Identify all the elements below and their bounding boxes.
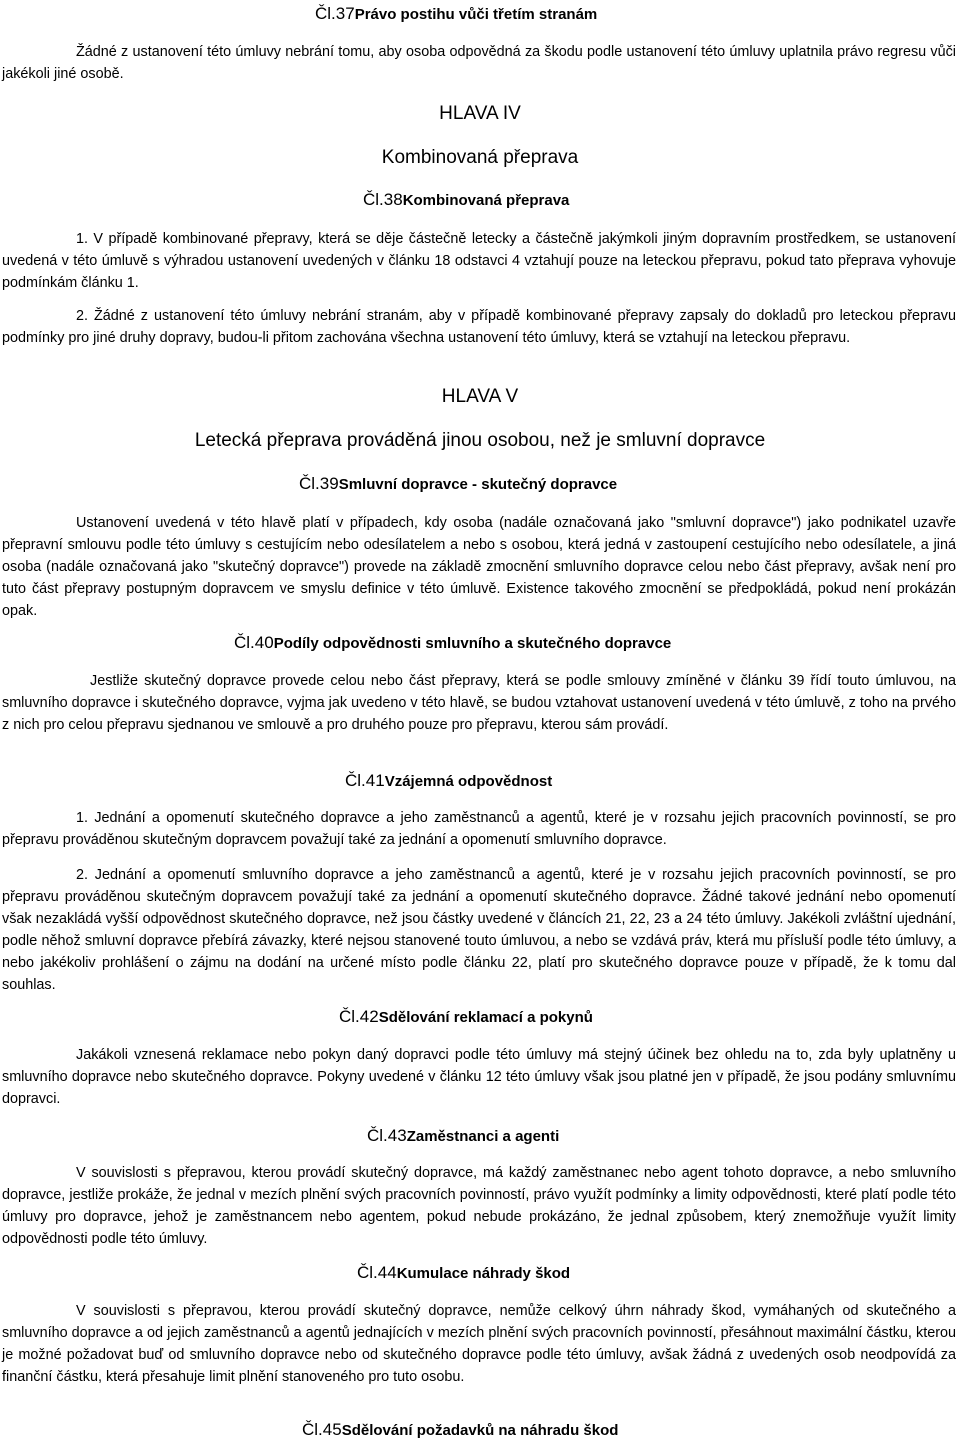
article-43-text: V souvislosti s přepravou, kterou provádí skutečný dopravce, má každý zaměstnanec nebo agent tohoto dopravce, a nebo smluvního dopravce, jestliže prokáže, že jednal v mezích plnění svých pracovních povinností, právo využít podmínky a limity odpovědnosti, které platí podle této úmluvy pro dopravce, jehož je zaměstnancem nebo agentem, pokud nebude prokázáno, že jednal způsobem, který znemožňuje využít limity odpovědnosti podle této úmluvy. [2,1165,956,1247]
article-title: Kombinovaná přeprava [402,192,570,209]
article-number: Čl.38 [363,190,403,209]
article-41-paragraph-1: 1. Jednání a opomenutí skutečného dopravce a jeho zaměstnanců a agentů, které je v rozsahu jejich pracovních povinností, se pro přepravu prováděnou skutečným dopravcem považují také za jednání a opomenutí smluvního dopravce. [2,810,956,848]
article-41-paragraph-2: 2. Jednání a opomenutí smluvního dopravce a jeho zaměstnanců a agentů, které je v rozsahu jejich pracovních povinností, se pro přepravu prováděnou skutečným dopravcem považují také za jednání a opomenutí skutečného dopravce. Žádné takové jednání nebo opomenutí však nezakládá vyšší odpovědnost skutečného dopravce, než jsou částky uvedené v článcích 21, 22, 23 a 24 této úmluvy. Jakékoli zvláštní ujednání, podle něhož smluvní dopravce přebírá závazky, které nejsou stanovené touto úmluvou, a nebo se vzdává práv, která mu přísluší podle této úmluvy, a nebo jakékoliv prohlášení o zájmu na dodání na určené místo podle článku 22, platí pro skutečného dopravce pouze v případě, že k tomu dal souhlas. [2,867,956,993]
article-43-heading [367,1126,559,1147]
article-title: Vzájemná odpovědnost [384,773,553,790]
part-5-title: Letecká přeprava prováděná jinou osobou, než je smluvní dopravce [194,430,766,451]
article-title: Sdělování požadavků na náhradu škod [341,1422,619,1439]
article-title: Podíly odpovědnosti smluvního a skutečného dopravce [273,635,672,652]
article-number: Čl.37 [315,4,355,23]
article-number: Čl.42 [339,1007,379,1026]
part-4-label: HLAVA IV [439,103,521,124]
article-number: Čl.39 [299,474,339,493]
article-37-heading [315,4,597,25]
article-39-text: Ustanovení uvedená v této hlavě platí v případech, kdy osoba (nadále označovaná jako "smluvní dopravce") jako podnikatel uzavře přepravní smlouvu podle této úmluvy s cestujícím nebo odesílatelem a nebo s osobou, která jedná v zastoupení cestujícího nebo odesílatele, a jiná osoba (nadále označovaná jako "skutečný dopravce") provede na základě zmocnění smluvního dopravce celou nebo část přepravy, avšak není pro tuto část přepravy postupným dopravcem ve smyslu definice v této úmluvě. Existence takového zmocnění se předpokládá, pokud není prokázán opak. [2,515,956,619]
article-44-heading [357,1263,570,1284]
article-number: Čl.43 [367,1126,407,1145]
article-number: Čl.44 [357,1263,397,1282]
article-title: Právo postihu vůči třetím stranám [354,6,598,23]
article-40-heading [234,633,671,654]
article-39-heading [299,474,617,495]
part-4-title: Kombinovaná přeprava [381,147,579,168]
article-title: Kumulace náhrady škod [396,1265,571,1282]
article-38-heading [363,190,569,211]
article-45-heading [302,1420,618,1441]
article-44-text: V souvislosti s přepravou, kterou provádí skutečný dopravce, nemůže celkový úhrn náhrady škod, vymáhaných od skutečného a smluvního dopravce a od jejich zaměstnanců a agentů jednajících v mezích plnění svých pracovních povinností, přesáhnout maximální částku, kterou je možné požadovat buď od smluvního dopravce nebo od skutečného dopravce podle této úmluvy, avšak žádná z uvedených osob neodpovídá za finanční částku, která přesahuje limit plnění stanoveného pro tuto osobu. [2,1303,956,1385]
article-title: Sdělování reklamací a pokynů [378,1009,593,1026]
article-38-paragraph-1: 1. V případě kombinované přepravy, která se děje částečně letecky a částečně jakýmkoli jiným dopravním prostředkem, se ustanovení uvedená v této úmluvě s výhradou ustanovení uvedených v článku 18 odstavci 4 vztahují pouze na leteckou přepravu, pokud tato přeprava vyhovuje podmínkám článku 1. [2,231,956,291]
article-title: Zaměstnanci a agenti [406,1128,560,1145]
part-5-label: HLAVA V [441,386,519,407]
article-40-text: Jestliže skutečný dopravce provede celou nebo část přepravy, která se podle smlouvy zmíněné v článku 39 řídí touto úmluvou, na smluvního dopravce i skutečného dopravce, vyjma jak uvedeno v této hlavě, se budou vztahovat ustanovení uvedená v této úmluvě, z toho na prvého z nich pro celou přepravu sjednanou ve smlouvě a pro druhého pouze pro přepravu, kterou sám provádí. [2,673,956,733]
article-38-paragraph-2: 2. Žádné z ustanovení této úmluvy nebrání stranám, aby v případě kombinované přepravy zapsaly do dokladů pro leteckou přepravu podmínky pro jiné druhy dopravy, budou-li přitom zachována všechna ustanovení této úmluvy, která se vztahují na leteckou přepravu. [2,308,956,346]
article-37-text: Žádné z ustanovení této úmluvy nebrání tomu, aby osoba odpovědná za škodu podle ustanovení této úmluvy uplatnila právo regresu vůči jakékoli jiné osobě. [2,44,956,82]
article-41-heading [345,771,552,792]
article-number: Čl.41 [345,771,385,790]
article-42-text: Jakákoli vznesená reklamace nebo pokyn daný dopravci podle této úmluvy má stejný účinek bez ohledu na to, zda byly uplatněny u smluvního dopravce nebo skutečného dopravce. Pokyny uvedené v článku 12 této úmluvy však jsou platné jen v případě, že jsou podány smluvnímu dopravci. [2,1047,956,1107]
article-number: Čl.45 [302,1420,342,1439]
article-title: Smluvní dopravce - skutečný dopravce [338,476,618,493]
article-42-heading [339,1007,593,1028]
article-number: Čl.40 [234,633,274,652]
